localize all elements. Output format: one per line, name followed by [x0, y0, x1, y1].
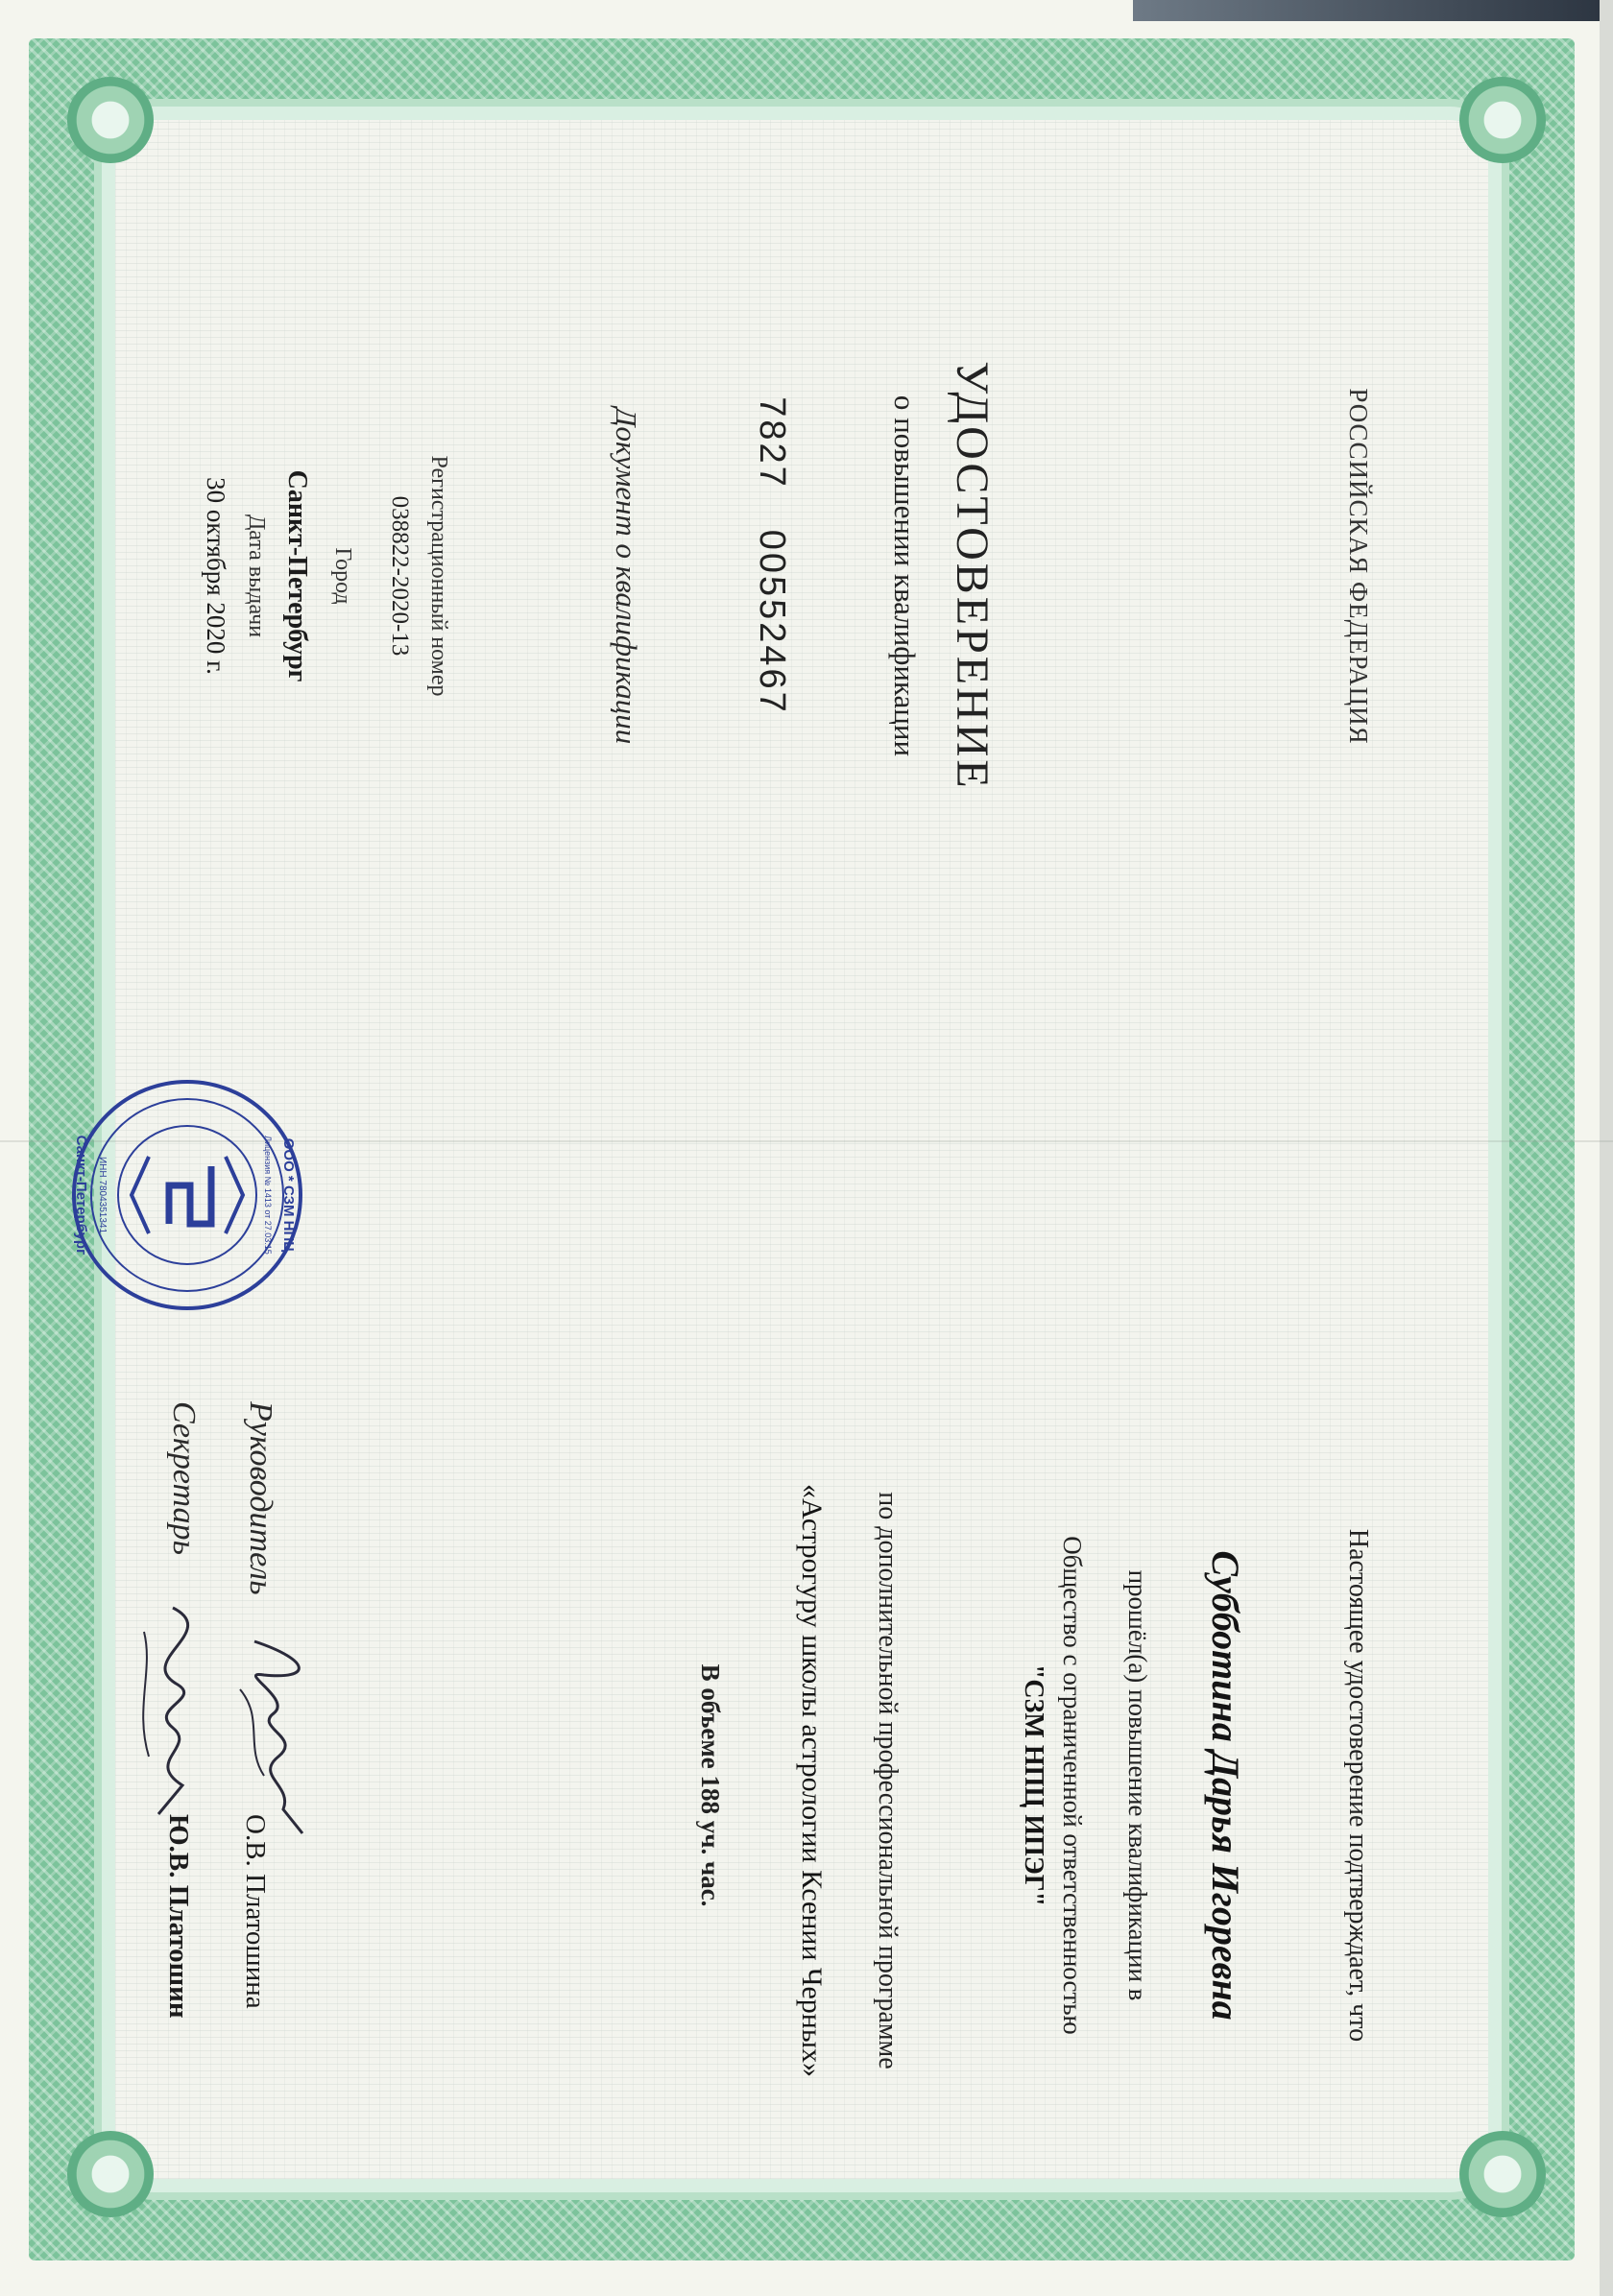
svg-text:Лицензия № 1413 от 27.03.15: Лицензия № 1413 от 27.03.15: [263, 1136, 273, 1255]
organization-stamp-icon: [67, 1075, 307, 1315]
passed-text: прошёл(а) повышение квалификации в: [1123, 1569, 1152, 2001]
svg-text:ИНН 7804351341: ИНН 7804351341: [97, 1156, 108, 1234]
document-title: УДОСТОВЕРЕНИЕ: [947, 361, 998, 791]
holder-name: Субботина Дарья Игоревна: [1204, 1550, 1247, 2021]
document-kind: Документ о квалификации: [610, 407, 643, 745]
secretary-signature-icon: [115, 1593, 230, 1824]
issue-date: 30 октября 2020 г.: [202, 477, 230, 675]
svg-text:ООО * СЗМ НПЦ: ООО * СЗМ НПЦ: [280, 1137, 297, 1253]
registration-number: 038822-2020-13: [387, 495, 413, 657]
country-heading: РОССИЙСКАЯ ФЕДЕРАЦИЯ: [1344, 388, 1373, 745]
program-name: «Астрогуру школы астрологии Ксении Черных»: [796, 1483, 828, 2078]
course-volume: В объеме 188 уч. час.: [696, 1663, 725, 1907]
secretary-role-label: Секретарь: [166, 1401, 202, 1555]
head-role-label: Руководитель: [243, 1401, 278, 1595]
serial-number: 00552467: [752, 529, 792, 715]
document-number: [751, 288, 792, 864]
city-value: Санкт-Петербург: [282, 469, 312, 682]
issue-date-label: Дата выдачи: [244, 514, 269, 638]
document-subtitle: о повышении квалификации: [888, 395, 922, 757]
organization-type: Общество с ограниченной ответственностью: [1058, 1536, 1087, 2035]
svg-text:Санкт-Петербург: Санкт-Петербург: [73, 1135, 89, 1256]
organization-name: "СЗМ НПЦ ИПЭГ": [1019, 1663, 1048, 1907]
city-label: Город: [330, 547, 355, 605]
confirmation-text: Настоящее удостоверение подтверждает, что: [1343, 1528, 1373, 2043]
series-number: 7827: [752, 396, 792, 490]
secretary-name: Ю.В. Платошин: [163, 1814, 194, 2019]
head-name: О.В. Платошина: [240, 1814, 271, 2009]
program-label: по дополнительной профессиональной программе: [873, 1492, 903, 2069]
head-signature-icon: [216, 1632, 331, 1843]
registration-label: Регистрационный номер: [426, 455, 451, 697]
